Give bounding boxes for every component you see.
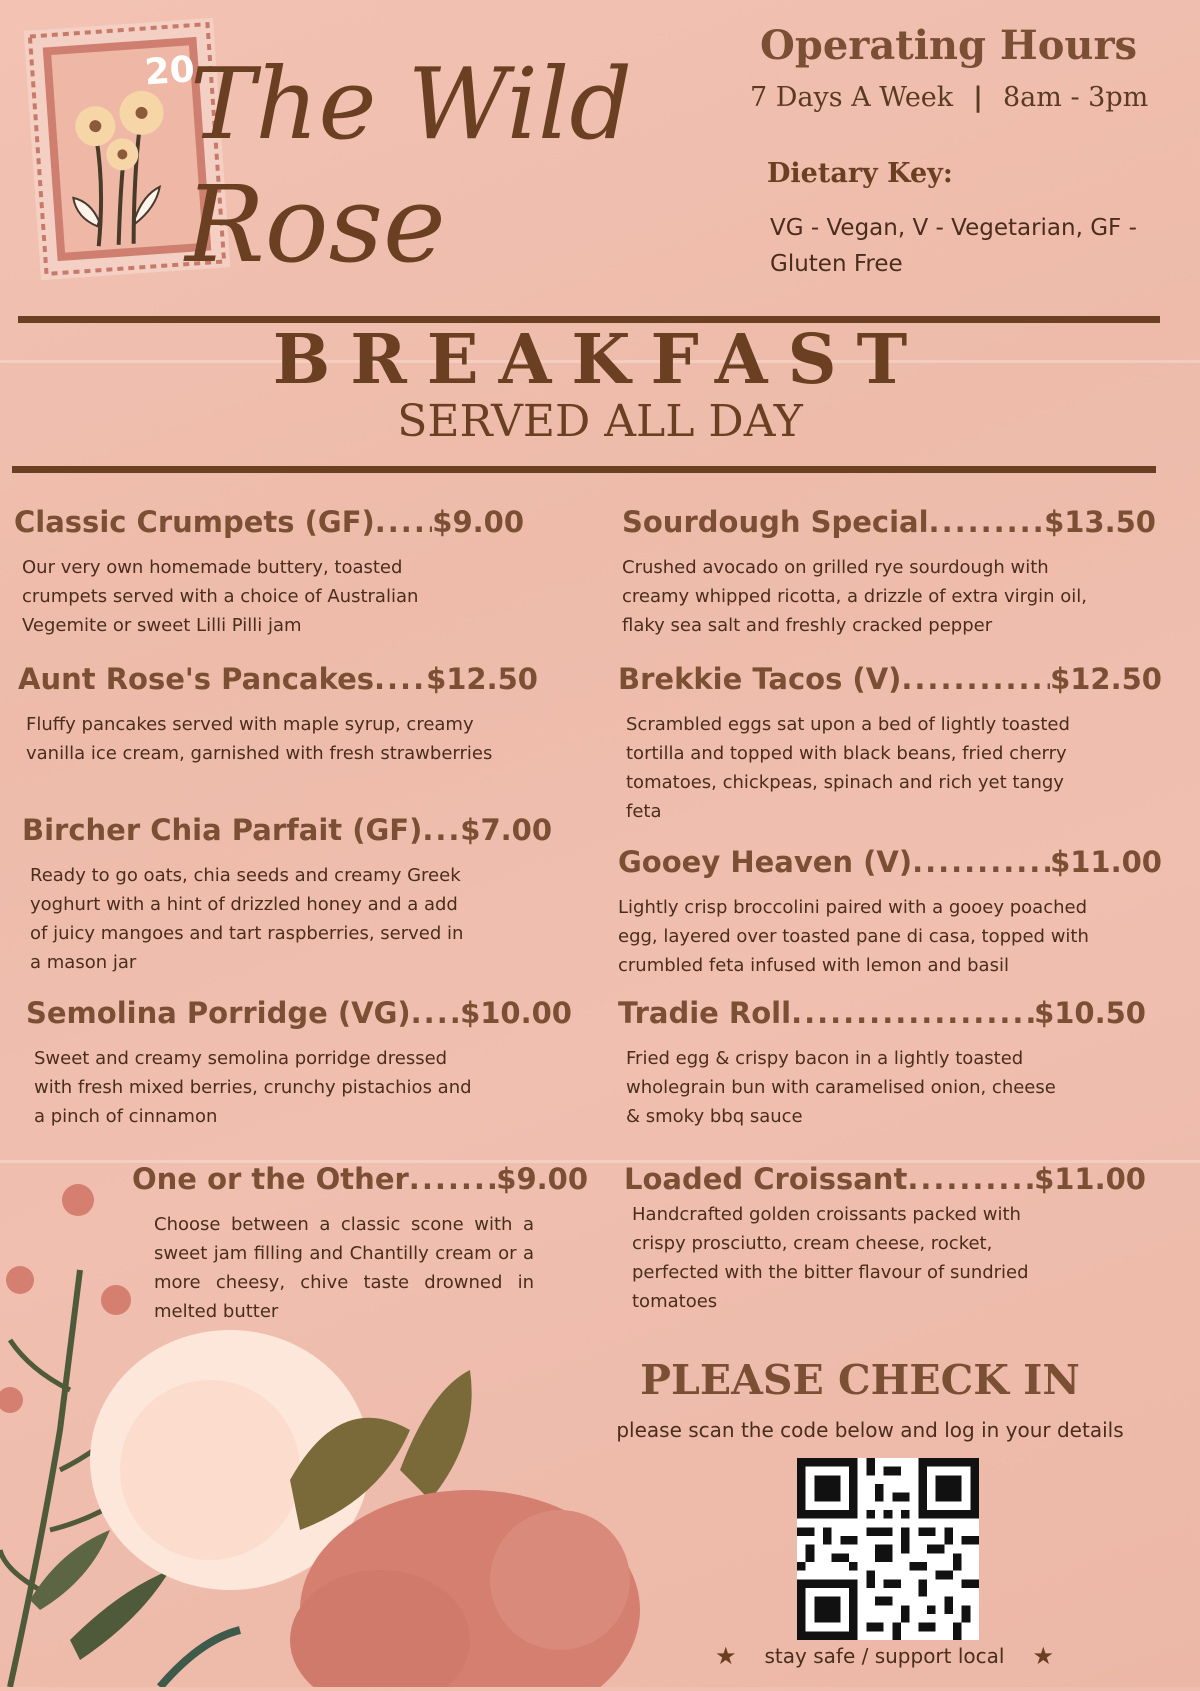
dietary-title: Dietary Key: — [767, 158, 953, 189]
menu-item — [22, 813, 552, 977]
brand-line1: The Wild — [190, 48, 633, 162]
menu-item — [14, 505, 524, 640]
dietary-text: VG - Vegan, V - Vegetarian, GF - Gluten Free — [770, 215, 1137, 277]
stamp-value: 20 — [143, 49, 197, 94]
item-name: Classic Crumpets (GF) — [14, 505, 375, 539]
menu-item — [618, 996, 1146, 1131]
checkin-title: PLEASE CHECK IN — [640, 1356, 1080, 1404]
checkin-subtitle: please scan the code below and log in your details — [616, 1418, 1124, 1442]
item-price: $12.50 — [1050, 662, 1162, 696]
item-name: Brekkie Tacos (V) — [618, 662, 902, 696]
hours-days: 7 Days A Week — [750, 82, 954, 113]
item-name: One or the Other — [132, 1162, 409, 1196]
item-price: $9.00 — [496, 1162, 588, 1196]
menu-subtitle: SERVED ALL DAY — [397, 396, 803, 447]
menu-item — [624, 1162, 1146, 1316]
item-name: Gooey Heaven (V) — [618, 845, 913, 879]
item-price: $11.00 — [1034, 1162, 1146, 1196]
item-price: $11.00 — [1050, 845, 1162, 879]
star-icon: ★ — [1032, 1642, 1054, 1670]
qr-code[interactable] — [797, 1458, 979, 1640]
hours-line — [750, 82, 1148, 113]
item-description: Lightly crisp broccolini paired with a gooey poached egg, layered over toasted pane di casa, topped with crumbled feta infused with lemon and basil — [618, 897, 1089, 976]
item-price: $12.50 — [426, 662, 538, 696]
item-description: Crushed avocado on grilled rye sourdough with creamy whipped ricotta, a drizzle of extra virgin oil, flaky sea salt and freshly cracked pepper — [622, 557, 1088, 636]
item-description: Fried egg & crispy bacon in a lightly toasted wholegrain bun with caramelised onion, cheese & smoky bbq sauce — [626, 1048, 1056, 1127]
item-price: $10.00 — [460, 996, 572, 1030]
hours-separator: | — [973, 82, 983, 113]
item-description: Handcrafted golden croissants packed with crispy prosciutto, cream cheese, rocket, perfected with the bitter flavour of sundried tomatoes — [632, 1204, 1029, 1312]
item-name: Aunt Rose's Pancakes — [18, 662, 375, 696]
menu-item — [18, 662, 538, 768]
menu-item — [26, 996, 572, 1131]
footer-text: stay safe / support local — [764, 1644, 1005, 1668]
item-name: Tradie Roll — [618, 996, 792, 1030]
hours-time: 8am - 3pm — [1002, 82, 1149, 113]
star-icon: ★ — [715, 1642, 737, 1670]
item-description: Ready to go oats, chia seeds and creamy Greek yoghurt with a hint of drizzled honey and a add of juicy mangoes and tart raspberries, served in a mason jar — [30, 865, 464, 973]
menu-item — [618, 662, 1162, 826]
menu-item — [618, 845, 1162, 980]
item-description: Scrambled eggs sat upon a bed of lightly toasted tortilla and topped with black beans, fried cherry tomatoes, chickpeas, spinach and rich yet tangy feta — [626, 714, 1070, 822]
hours-title: Operating Hours — [760, 22, 1138, 69]
item-name: Loaded Croissant — [624, 1162, 908, 1196]
item-name: Semolina Porridge (VG) — [26, 996, 411, 1030]
menu-title: BREAKFAST — [272, 320, 928, 400]
item-price: $13.50 — [1044, 505, 1156, 539]
item-description: Sweet and creamy semolina porridge dressed with fresh mixed berries, crunchy pistachios and a pinch of cinnamon — [34, 1048, 472, 1127]
footer — [715, 1642, 1054, 1670]
menu-item — [132, 1162, 588, 1326]
item-price: $9.00 — [432, 505, 524, 539]
menu-item — [622, 505, 1156, 640]
item-description: Fluffy pancakes served with maple syrup, creamy vanilla ice cream, garnished with fresh strawberries — [26, 714, 493, 764]
item-description: Our very own homemade buttery, toasted crumpets served with a choice of Australian Vegemite or sweet Lilli Pilli jam — [22, 557, 419, 636]
item-price: $7.00 — [460, 813, 552, 847]
brand-line2: Rose — [185, 163, 446, 286]
bottom-rule — [12, 466, 1156, 473]
item-name: Bircher Chia Parfait (GF) — [22, 813, 423, 847]
item-name: Sourdough Special — [622, 505, 929, 539]
item-price: $10.50 — [1034, 996, 1146, 1030]
item-description: Choose between a classic scone with a sweet jam filling and Chantilly cream or a more cheesy, chive taste drowned in melted butter — [154, 1214, 534, 1322]
